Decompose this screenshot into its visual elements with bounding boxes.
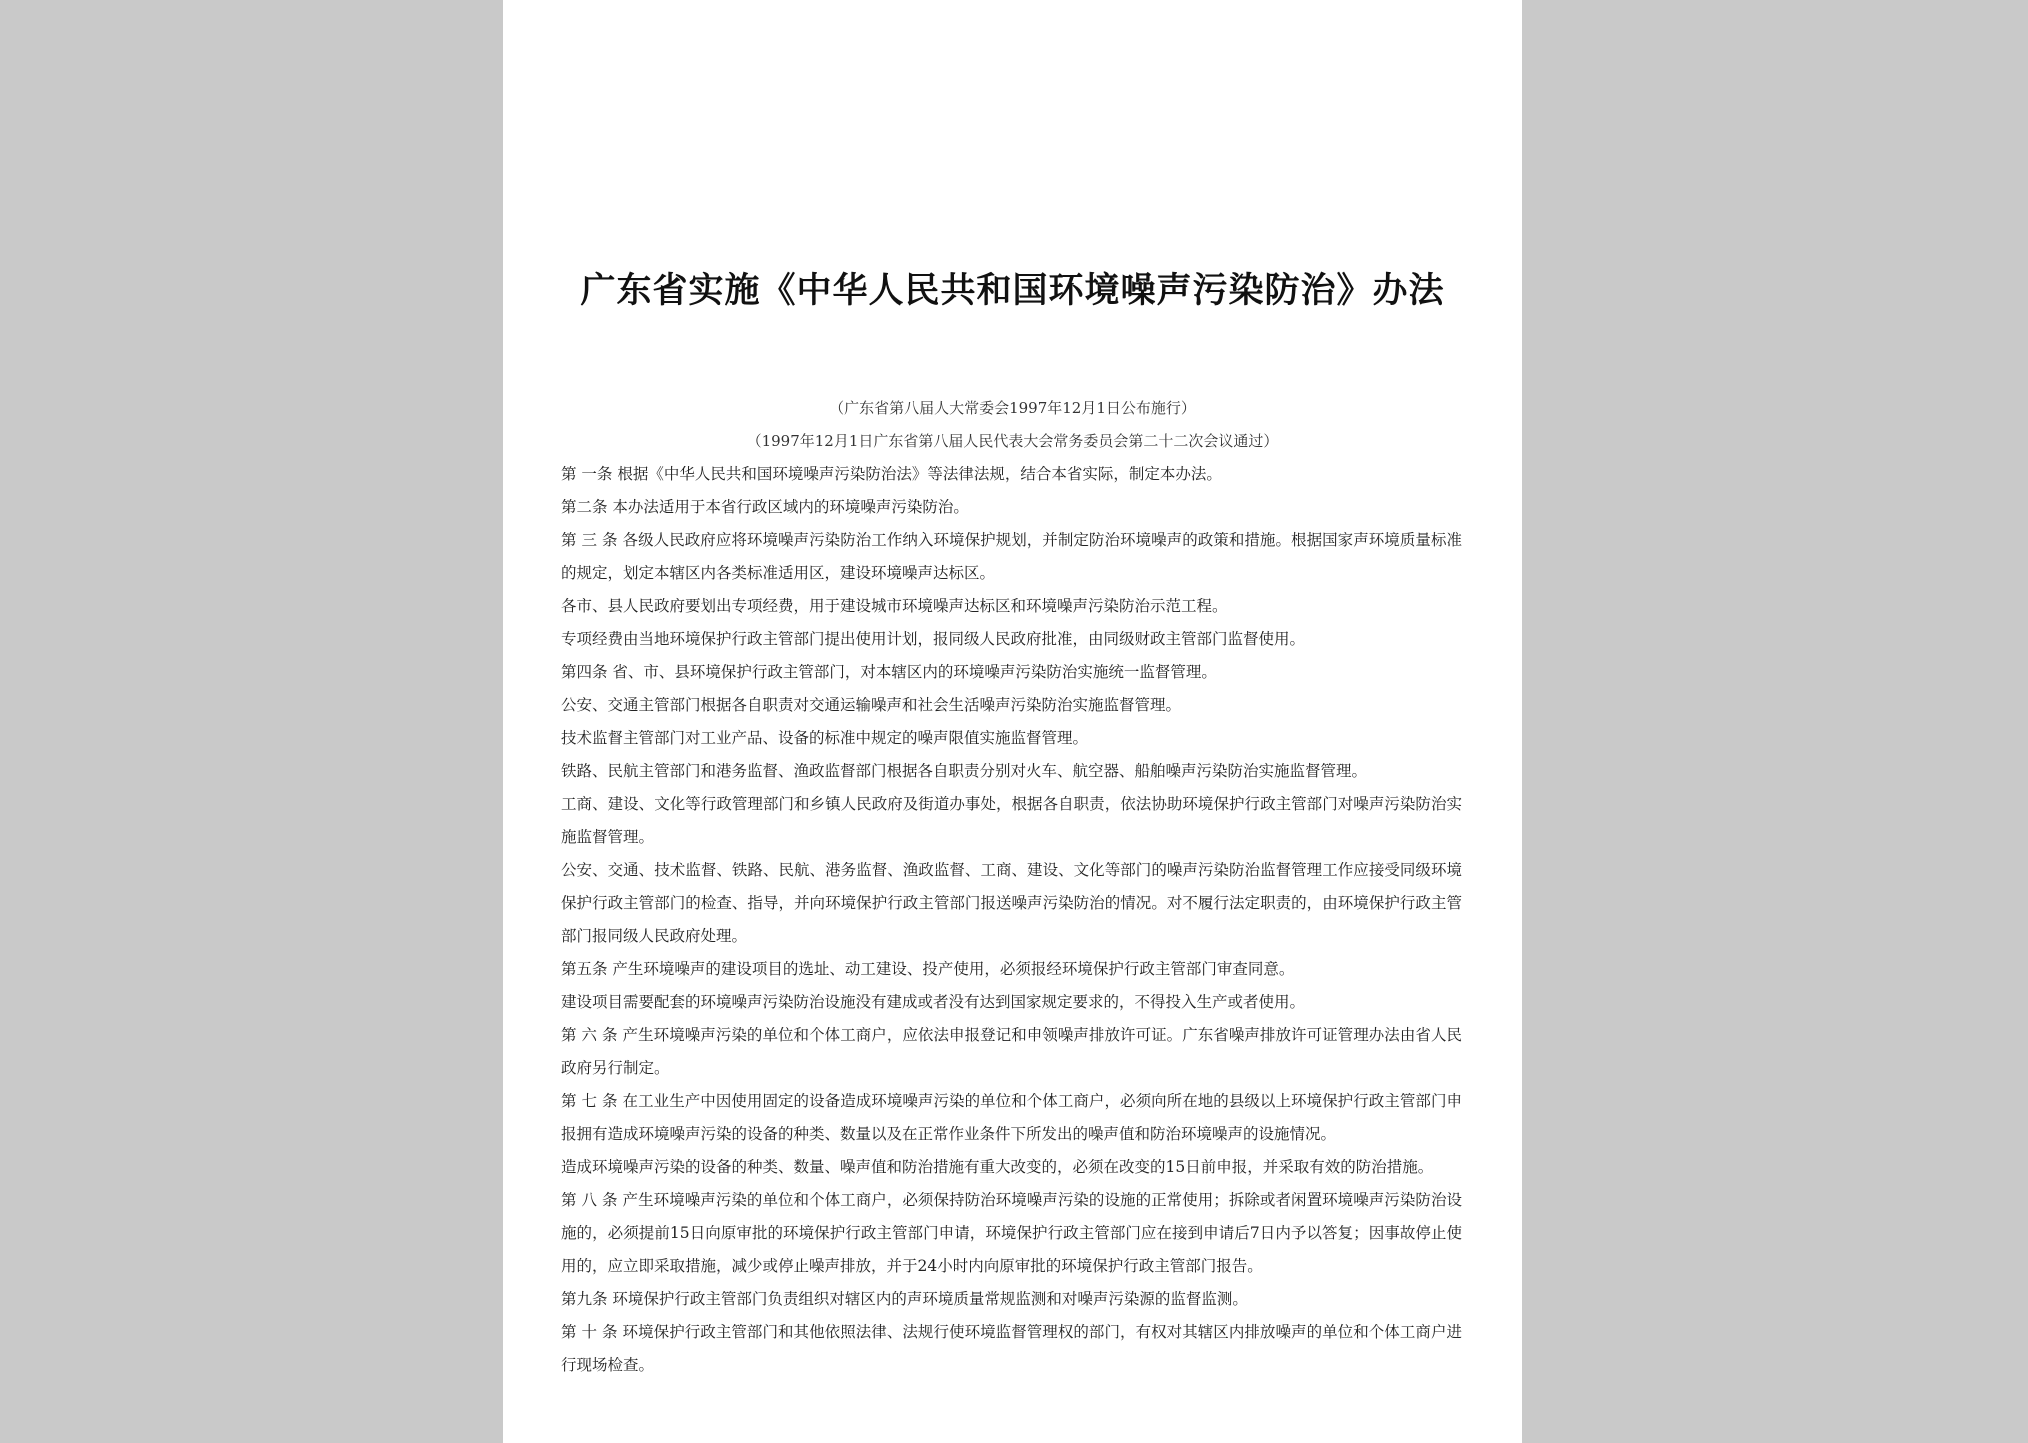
- article-paragraph: 各市、县人民政府要划出专项经费，用于建设城市环境噪声达标区和环境噪声污染防治示范工程。: [561, 597, 1228, 615]
- document-page: [503, 0, 1522, 1443]
- document-body: [561, 458, 1462, 1382]
- article-paragraph: 第 三 条 各级人民政府应将环境噪声污染防治工作纳入环境保护规划，并制定防治环境噪声的政策和措施。根据国家声环境质量标准的规定，划定本辖区内各类标准适用区，建设环境噪声达标区。: [561, 531, 1462, 582]
- article-paragraph: 第 一条 根据《中华人民共和国环境噪声污染防治法》等法律法规，结合本省实际，制定本办法。: [561, 465, 1222, 483]
- article-paragraph: 公安、交通主管部门根据各自职责对交通运输噪声和社会生活噪声污染防治实施监督管理。: [561, 696, 1182, 714]
- article-paragraph: 第 八 条 产生环境噪声污染的单位和个体工商户，必须保持防治环境噪声污染的设施的正常使用；拆除或者闲置环境噪声污染防治设施的，必须提前15日向原审批的环境保护行政主管部门申请，环境保护行政主管部门应在接到申请后7日内予以答复；因事故停止使用的，应立即采取措施，减少或停止噪声排放，并于24小时内向原审批的环境保护行政主管部门报告。: [561, 1191, 1462, 1275]
- article-paragraph: 第 六 条 产生环境噪声污染的单位和个体工商户，应依法申报登记和申领噪声排放许可证。广东省噪声排放许可证管理办法由省人民政府另行制定。: [561, 1026, 1462, 1077]
- article-paragraph: 建设项目需要配套的环境噪声污染防治设施没有建成或者没有达到国家规定要求的，不得投入生产或者使用。: [561, 993, 1306, 1011]
- article-paragraph: 第四条 省、市、县环境保护行政主管部门，对本辖区内的环境噪声污染防治实施统一监督管理。: [561, 663, 1217, 681]
- document-title: 广东省实施《中华人民共和国环境噪声污染防治》办法: [580, 271, 1445, 311]
- promulgation-note: （广东省第八届人大常委会1997年12月1日公布施行）: [829, 399, 1196, 417]
- article-paragraph: 第二条 本办法适用于本省行政区域内的环境噪声污染防治。: [561, 498, 969, 516]
- article-paragraph: 第 十 条 环境保护行政主管部门和其他依照法律、法规行使环境监督管理权的部门，有权对其辖区内排放噪声的单位和个体工商户进行现场检查。: [561, 1323, 1462, 1374]
- article-paragraph: 造成环境噪声污染的设备的种类、数量、噪声值和防治措施有重大改变的，必须在改变的15日前申报，并采取有效的防治措施。: [561, 1158, 1434, 1176]
- article-paragraph: 第五条 产生环境噪声的建设项目的选址、动工建设、投产使用，必须报经环境保护行政主管部门审查同意。: [561, 960, 1295, 978]
- article-paragraph: 公安、交通、技术监督、铁路、民航、港务监督、渔政监督、工商、建设、文化等部门的噪声污染防治监督管理工作应接受同级环境保护行政主管部门的检查、指导，并向环境保护行政主管部门报送噪声污染防治的情况。对不履行法定职责的，由环境保护行政主管部门报同级人民政府处理。: [561, 861, 1462, 945]
- article-paragraph: 技术监督主管部门对工业产品、设备的标准中规定的噪声限值实施监督管理。: [561, 729, 1089, 747]
- article-paragraph: 第九条 环境保护行政主管部门负责组织对辖区内的声环境质量常规监测和对噪声污染源的监督监测。: [561, 1290, 1248, 1308]
- article-paragraph: 专项经费由当地环境保护行政主管部门提出使用计划，报同级人民政府批准，由同级财政主管部门监督使用。: [561, 630, 1306, 648]
- article-paragraph: 铁路、民航主管部门和港务监督、渔政监督部门根据各自职责分别对火车、航空器、船舶噪声污染防治实施监督管理。: [561, 762, 1368, 780]
- adoption-note: （1997年12月1日广东省第八届人民代表大会常务委员会第二十二次会议通过）: [746, 432, 1279, 450]
- article-paragraph: 第 七 条 在工业生产中因使用固定的设备造成环境噪声污染的单位和个体工商户，必须向所在地的县级以上环境保护行政主管部门申报拥有造成环境噪声污染的设备的种类、数量以及在正常作业条件下所发出的噪声值和防治环境噪声的设施情况。: [561, 1092, 1462, 1143]
- article-paragraph: 工商、建设、文化等行政管理部门和乡镇人民政府及街道办事处，根据各自职责，依法协助环境保护行政主管部门对噪声污染防治实施监督管理。: [561, 795, 1462, 846]
